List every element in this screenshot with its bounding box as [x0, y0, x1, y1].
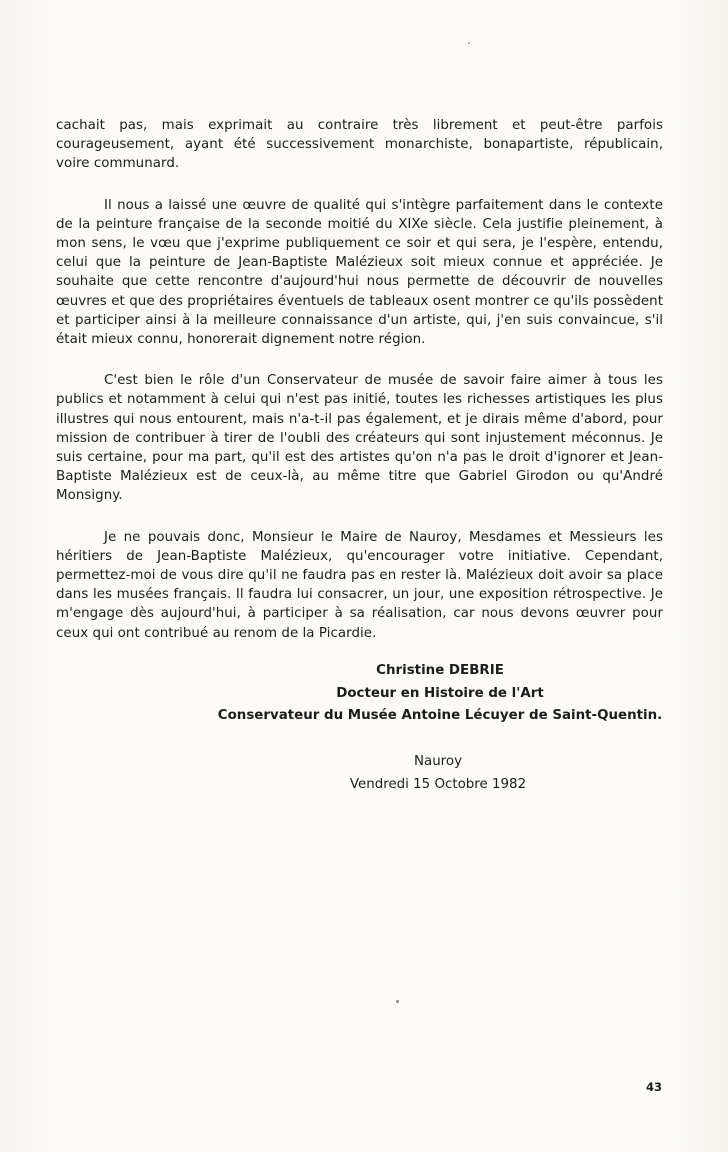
paper-speck: [468, 42, 470, 44]
place-date-block: [288, 750, 588, 796]
body-text: [56, 116, 663, 643]
paragraph-1: cachait pas, mais exprimait au contraire très librement et peut-être parfois courageusement, ayant été successivement monarchiste, bonapartiste, républicain, voire communard.: [56, 118, 663, 172]
signature-position: Conservateur du Musée Antoine Lécuyer de Saint-Quentin.: [217, 708, 663, 723]
signature-title: Docteur en Histoire de l'Art: [336, 685, 544, 701]
paragraph-4: Je ne pouvais donc, Monsieur le Maire de Nauroy, Mesdames et Messieurs les héritiers de Jean-Baptiste Malézieux, qu'encourager votre initiative. Cependant, permettez-moi de vous dire qu'il ne faudra pas en rester là. Malézieux doit avoir sa place dans les musées français. Il faudra lui consacrer, un jour, une exposition rétrospective. Je m'engage dès aujourd'hui, à participer à sa réalisation, car nous devons œuvrer pour ceux qui ont contribué au renom de la Picardie.: [56, 529, 663, 641]
paragraph-2: Il nous a laissé une œuvre de qualité qui s'intègre parfaitement dans le contexte de la peinture française de la seconde moitié du XIXe siècle. Cela justifie pleinement, à mon sens, le vœu que j'exprime publiquement ce soir et qui sera, je l'espère, entendu, celui que la peinture de Jean-Baptiste Malézieux soit mieux connue et appréciée. Je souhaite que cette rencontre d'aujourd'hui nous permette de découvrir de nouvelles œuvres et que des propriétaires éventuels de tableaux osent montrer ce qu'ils possèdent et participer ainsi à la meilleure connaissance d'un artiste, qui, j'en suis convaincue, s'il était mieux connu, honorerait dignement notre région.: [56, 197, 663, 348]
paragraph-3: C'est bien le rôle d'un Conservateur de musée de savoir faire aimer à tous les publics et notamment à celui qui n'est pas initié, toutes les richesses artistiques les plus illustres qui nous entourent, mais n'a-t-il pas également, et je dirais même d'abord, pour mission de contribuer à tirer de l'oubli des créateurs qui sont injustement méconnus. Je suis certaine, pour ma part, qu'il est des artistes qu'on n'a pas le droit d'ignorer et Jean-Baptiste Malézieux est de ceux-là, au même titre que Gabriel Girodon ou qu'André Monsigny.: [56, 373, 663, 504]
paper-speck: [396, 1000, 399, 1003]
place: Nauroy: [413, 754, 463, 769]
date: Vendredi 15 Octobre 1982: [349, 777, 527, 792]
signature-block: [160, 660, 720, 728]
signature-name: Christine DEBRIE: [376, 663, 504, 678]
page-number: 43: [646, 1080, 663, 1094]
